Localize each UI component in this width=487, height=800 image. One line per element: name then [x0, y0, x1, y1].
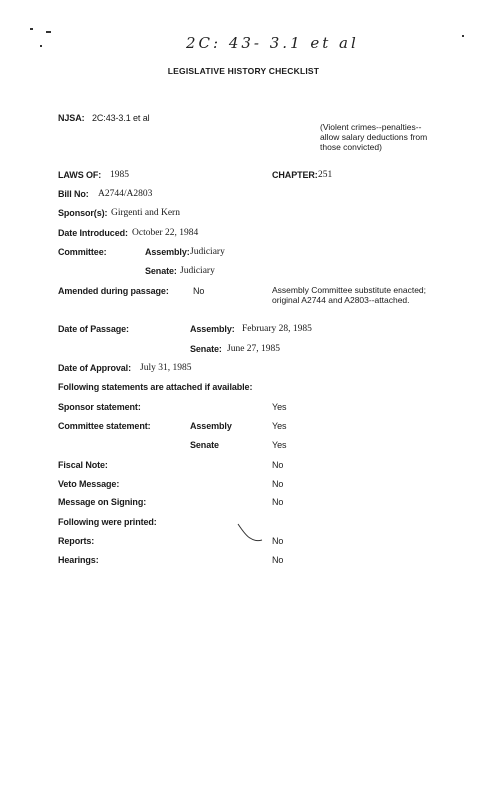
- fiscal-note-value: No: [272, 460, 284, 470]
- hearings-value: No: [272, 555, 284, 565]
- approval-value: July 31, 1985: [140, 363, 192, 373]
- date-introduced-label: Date Introduced:: [58, 228, 128, 238]
- bill-no-label: Bill No:: [58, 189, 89, 199]
- reports-value: No: [272, 536, 284, 546]
- committee-statement-senate-label: Senate: [190, 440, 219, 450]
- veto-message-label: Veto Message:: [58, 479, 120, 489]
- date-introduced-value: October 22, 1984: [132, 228, 199, 238]
- scan-speck: [46, 31, 51, 33]
- scan-speck: [462, 35, 464, 37]
- approval-label: Date of Approval:: [58, 363, 131, 373]
- sponsors-label: Sponsor(s):: [58, 208, 108, 218]
- chapter-value: 251: [318, 170, 333, 180]
- amended-note: Assembly Committee substitute enacted; original A2744 and A2803--attached.: [272, 285, 427, 305]
- committee-statement-assembly-value: Yes: [272, 421, 287, 431]
- signing-message-value: No: [272, 497, 284, 507]
- sponsor-statement-value: Yes: [272, 402, 287, 412]
- signing-message-label: Message on Signing:: [58, 497, 147, 507]
- fiscal-note-label: Fiscal Note:: [58, 460, 108, 470]
- passage-label: Date of Passage:: [58, 324, 129, 334]
- scan-speck: [40, 45, 42, 47]
- committee-statement-senate-value: Yes: [272, 440, 287, 450]
- laws-of-value: 1985: [110, 170, 129, 180]
- sponsor-statement-label: Sponsor statement:: [58, 402, 141, 412]
- statements-header: Following statements are attached if available:: [58, 382, 253, 392]
- check-mark-stroke: [236, 522, 266, 546]
- passage-assembly-value: February 28, 1985: [242, 324, 312, 334]
- bill-no-value: A2744/A2803: [98, 189, 153, 199]
- passage-senate-value: June 27, 1985: [227, 344, 281, 354]
- committee-senate-value: Judiciary: [180, 266, 215, 276]
- committee-label: Committee:: [58, 247, 107, 257]
- committee-assembly-label: Assembly:: [145, 247, 190, 257]
- passage-senate-label: Senate:: [190, 344, 222, 354]
- committee-senate-label: Senate:: [145, 266, 177, 276]
- committee-statement-assembly-label: Assembly: [190, 421, 232, 431]
- scan-speck: [30, 28, 33, 30]
- page-title: LEGISLATIVE HISTORY CHECKLIST: [167, 66, 320, 76]
- passage-assembly-label: Assembly:: [190, 324, 235, 334]
- njsa-label: NJSA:: [58, 113, 85, 123]
- subject-note: (Violent crimes--penalties--allow salary deductions from those convicted): [320, 122, 428, 152]
- laws-of-label: LAWS OF:: [58, 170, 102, 180]
- chapter-label: CHAPTER:: [272, 170, 318, 180]
- sponsors-value: Girgenti and Kern: [111, 208, 180, 218]
- printed-header: Following were printed:: [58, 517, 157, 527]
- committee-assembly-value: Judiciary: [190, 247, 225, 257]
- hearings-label: Hearings:: [58, 555, 99, 565]
- njsa-value: 2C:43-3.1 et al: [92, 113, 150, 123]
- handwritten-reference: 2C: 43- 3.1 et al: [186, 34, 359, 52]
- amended-value: No: [193, 286, 205, 296]
- reports-label: Reports:: [58, 536, 95, 546]
- committee-statement-label: Committee statement:: [58, 421, 151, 431]
- amended-label: Amended during passage:: [58, 286, 169, 296]
- veto-message-value: No: [272, 479, 284, 489]
